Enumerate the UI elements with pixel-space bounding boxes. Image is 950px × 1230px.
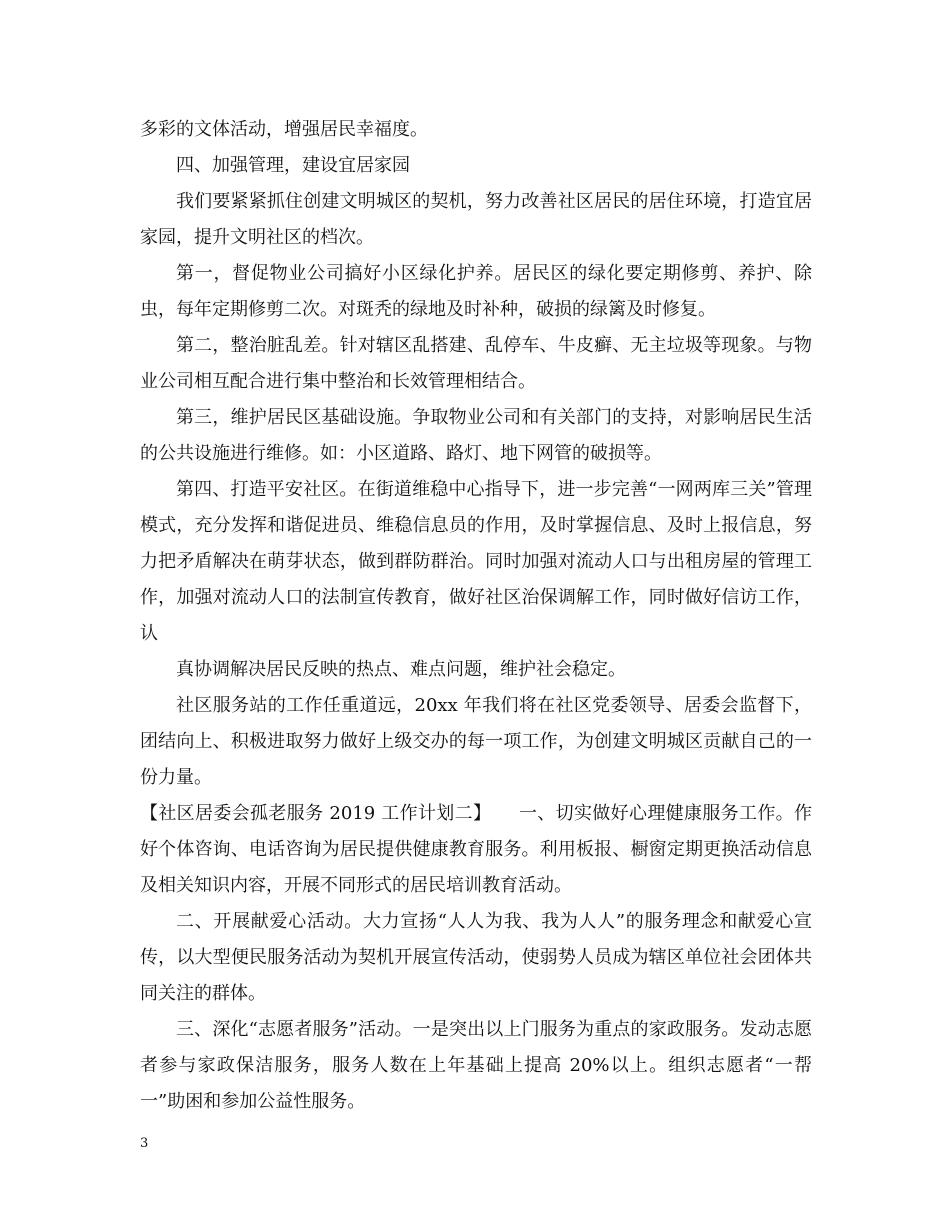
paragraph-8: 真协调解决居民反映的热点、难点问题，维护社会稳定。 — [176, 659, 626, 680]
paragraph-10: 【社区居委会孤老服务 2019 工作计划二】 一、切实做好心理健康服务工作。作好个体咨询、电话咨询为居民提供健康教育服务。利用板报、橱窗定期更换活动信息及相关知识内容，开展不同形式的居民培训教育活动。 — [140, 803, 812, 896]
page-number: 3 — [140, 1136, 149, 1151]
paragraph-1: 多彩的文体活动，增强居民幸福度。 — [140, 119, 428, 140]
paragraph-5: 第二，整治脏乱差。针对辖区乱搭建、乱停车、牛皮癣、无主垃圾等现象。与物业公司相互配合进行集中整治和长效管理相结合。 — [140, 335, 812, 392]
paragraph-9: 社区服务站的工作任重道远，20xx 年我们将在社区党委领导、居委会监督下，团结向上、积极进取努力做好上级交办的每一项工作，为创建文明城区贡献自己的一份力量。 — [140, 695, 812, 788]
paragraph-6: 第三，维护居民区基础设施。争取物业公司和有关部门的支持，对影响居民生活的公共设施进行维修。如：小区道路、路灯、地下网管的破损等。 — [140, 407, 812, 464]
paragraph-11: 二、开展献爱心活动。大力宣扬“人人为我、我为人人”的服务理念和献爱心宣传，以大型便民服务活动为契机开展宣传活动，使弱势人员成为辖区单位社会团体共同关注的群体。 — [140, 911, 812, 1004]
section-heading-4: 四、加强管理，建设宜居家园 — [176, 155, 410, 176]
paragraph-3: 我们要紧紧抓住创建文明城区的契机，努力改善社区居民的居住环境，打造宜居家园，提升文明社区的档次。 — [140, 191, 812, 248]
document-body — [140, 112, 812, 1120]
paragraph-7: 第四、打造平安社区。在街道维稳中心指导下，进一步完善“一网两库三关”管理模式，充分发挥和谐促进员、维稳信息员的作用，及时掌握信息、及时上报信息，努力把矛盾解决在萌芽状态，做到群防群治。同时加强对流动人口与出租房屋的管理工作，加强对流动人口的法制宣传教育，做好社区治保调解工作，同时做好信访工作，认 — [140, 479, 812, 644]
paragraph-12: 三、深化“志愿者服务”活动。一是突出以上门服务为重点的家政服务。发动志愿者参与家政保洁服务，服务人数在上年基础上提高 20%以上。组织志愿者“一帮一”助困和参加公益性服务。 — [140, 1019, 812, 1112]
paragraph-4: 第一，督促物业公司搞好小区绿化护养。居民区的绿化要定期修剪、养护、除虫，每年定期修剪二次。对斑秃的绿地及时补种，破损的绿篱及时修复。 — [140, 263, 812, 320]
